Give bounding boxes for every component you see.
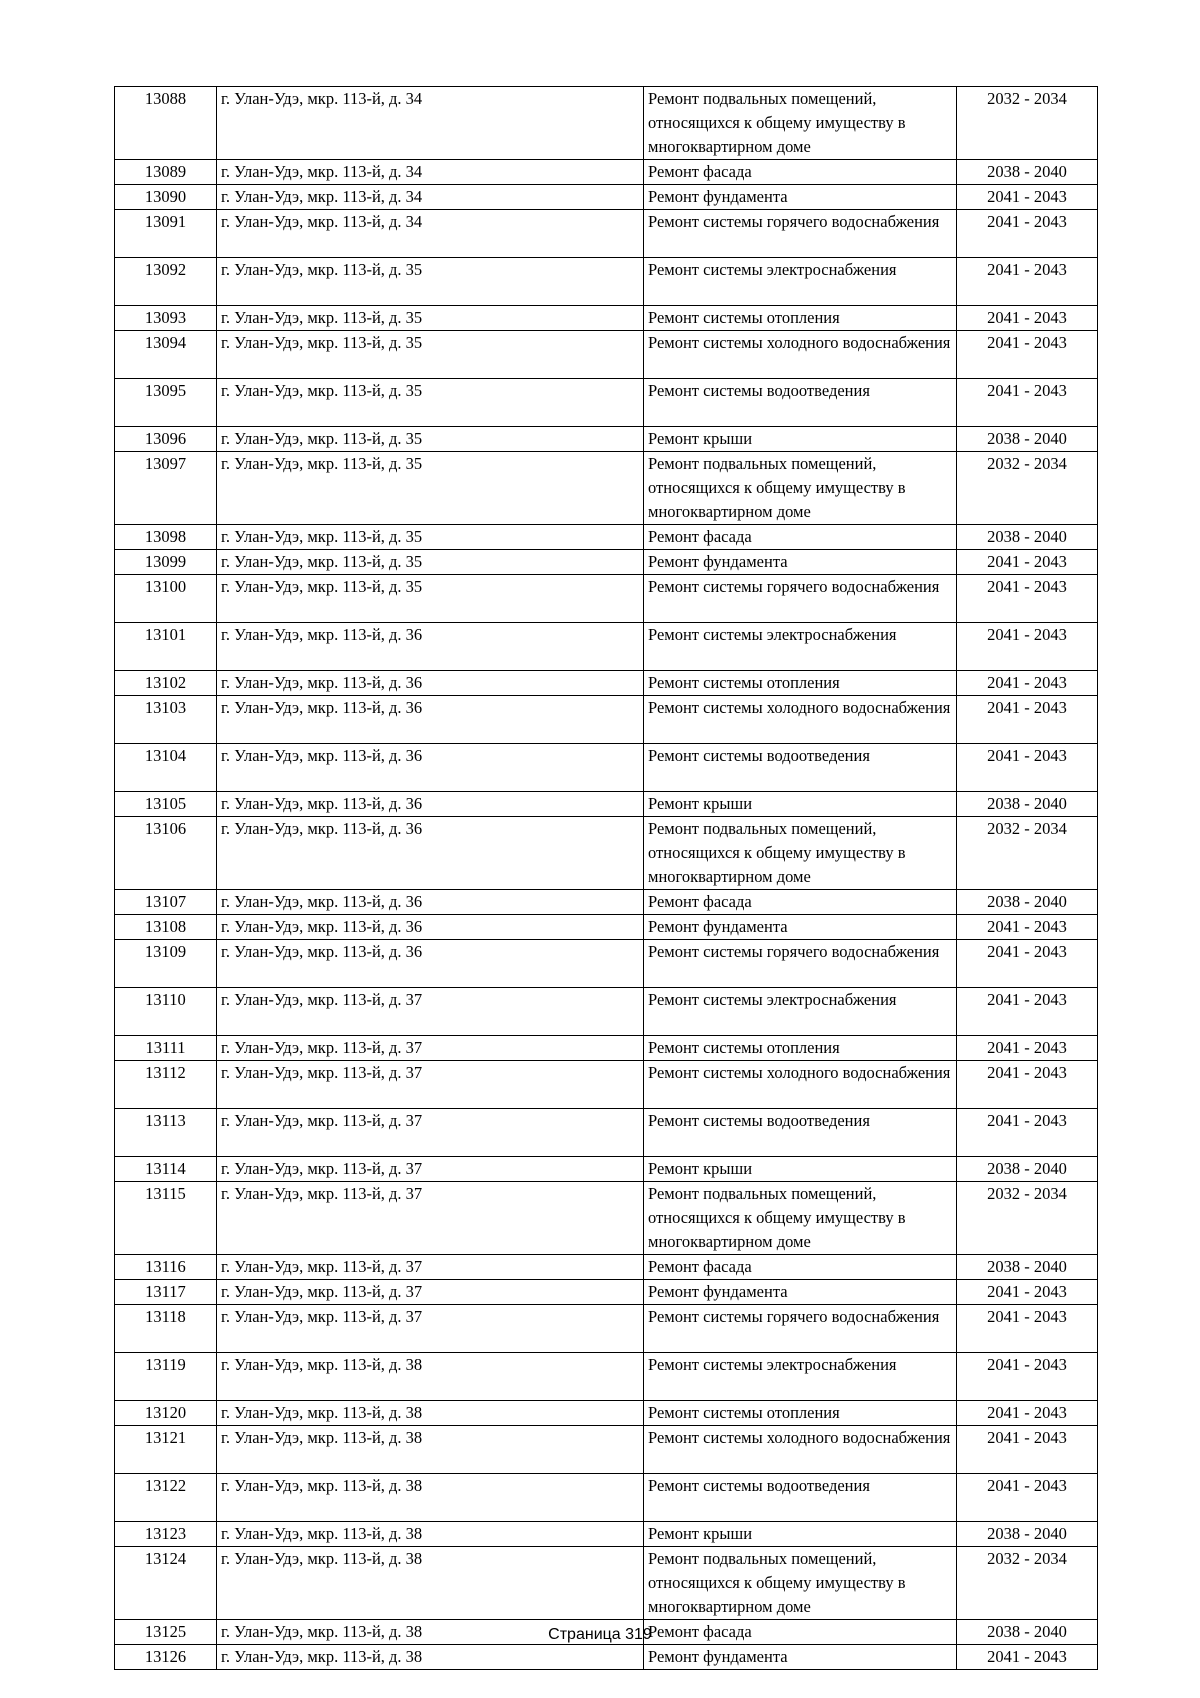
period-cell: 2041 - 2043 bbox=[957, 696, 1098, 744]
address-cell: г. Улан-Удэ, мкр. 113-й, д. 37 bbox=[217, 1036, 644, 1061]
period-cell: 2038 - 2040 bbox=[957, 1620, 1098, 1645]
work-type-cell: Ремонт системы горячего водоснабжения bbox=[644, 940, 957, 988]
table-row bbox=[115, 185, 1098, 210]
address-cell: г. Улан-Удэ, мкр. 113-й, д. 38 bbox=[217, 1401, 644, 1426]
work-type-cell: Ремонт крыши bbox=[644, 1522, 957, 1547]
table-row bbox=[115, 915, 1098, 940]
table-row bbox=[115, 1061, 1098, 1109]
period-cell: 2041 - 2043 bbox=[957, 331, 1098, 379]
address-cell: г. Улан-Удэ, мкр. 113-й, д. 34 bbox=[217, 160, 644, 185]
work-type-cell: Ремонт системы водоотведения bbox=[644, 379, 957, 427]
table-row bbox=[115, 1353, 1098, 1401]
row-number-cell: 13093 bbox=[115, 306, 217, 331]
table-row bbox=[115, 160, 1098, 185]
row-number-cell: 13110 bbox=[115, 988, 217, 1036]
work-type-cell: Ремонт системы горячего водоснабжения bbox=[644, 575, 957, 623]
row-number-cell: 13103 bbox=[115, 696, 217, 744]
period-cell: 2032 - 2034 bbox=[957, 1182, 1098, 1255]
period-cell: 2041 - 2043 bbox=[957, 1426, 1098, 1474]
work-type-cell: Ремонт системы холодного водоснабжения bbox=[644, 331, 957, 379]
period-cell: 2038 - 2040 bbox=[957, 525, 1098, 550]
period-cell: 2041 - 2043 bbox=[957, 306, 1098, 331]
table-row bbox=[115, 744, 1098, 792]
address-cell: г. Улан-Удэ, мкр. 113-й, д. 36 bbox=[217, 792, 644, 817]
period-cell: 2038 - 2040 bbox=[957, 890, 1098, 915]
row-number-cell: 13117 bbox=[115, 1280, 217, 1305]
period-cell: 2038 - 2040 bbox=[957, 160, 1098, 185]
period-cell: 2041 - 2043 bbox=[957, 671, 1098, 696]
row-number-cell: 13101 bbox=[115, 623, 217, 671]
address-cell: г. Улан-Удэ, мкр. 113-й, д. 38 bbox=[217, 1620, 644, 1645]
table-row bbox=[115, 452, 1098, 525]
period-cell: 2038 - 2040 bbox=[957, 792, 1098, 817]
address-cell: г. Улан-Удэ, мкр. 113-й, д. 38 bbox=[217, 1522, 644, 1547]
row-number-cell: 13123 bbox=[115, 1522, 217, 1547]
address-cell: г. Улан-Удэ, мкр. 113-й, д. 36 bbox=[217, 623, 644, 671]
address-cell: г. Улан-Удэ, мкр. 113-й, д. 35 bbox=[217, 452, 644, 525]
work-type-cell: Ремонт системы горячего водоснабжения bbox=[644, 1305, 957, 1353]
table-row bbox=[115, 890, 1098, 915]
period-cell: 2041 - 2043 bbox=[957, 1645, 1098, 1670]
work-type-cell: Ремонт системы отопления bbox=[644, 1401, 957, 1426]
row-number-cell: 13099 bbox=[115, 550, 217, 575]
row-number-cell: 13111 bbox=[115, 1036, 217, 1061]
address-cell: г. Улан-Удэ, мкр. 113-й, д. 37 bbox=[217, 1109, 644, 1157]
table-row bbox=[115, 1645, 1098, 1670]
table-row bbox=[115, 1157, 1098, 1182]
row-number-cell: 13114 bbox=[115, 1157, 217, 1182]
period-cell: 2041 - 2043 bbox=[957, 744, 1098, 792]
table-row bbox=[115, 525, 1098, 550]
table-row bbox=[115, 427, 1098, 452]
table-row bbox=[115, 258, 1098, 306]
address-cell: г. Улан-Удэ, мкр. 113-й, д. 35 bbox=[217, 306, 644, 331]
period-cell: 2041 - 2043 bbox=[957, 379, 1098, 427]
work-type-cell: Ремонт системы водоотведения bbox=[644, 1109, 957, 1157]
address-cell: г. Улан-Удэ, мкр. 113-й, д. 36 bbox=[217, 696, 644, 744]
period-cell: 2041 - 2043 bbox=[957, 915, 1098, 940]
work-type-cell: Ремонт системы электроснабжения bbox=[644, 258, 957, 306]
period-cell: 2041 - 2043 bbox=[957, 210, 1098, 258]
work-type-cell: Ремонт фасада bbox=[644, 890, 957, 915]
row-number-cell: 13094 bbox=[115, 331, 217, 379]
period-cell: 2038 - 2040 bbox=[957, 427, 1098, 452]
row-number-cell: 13089 bbox=[115, 160, 217, 185]
address-cell: г. Улан-Удэ, мкр. 113-й, д. 34 bbox=[217, 87, 644, 160]
address-cell: г. Улан-Удэ, мкр. 113-й, д. 38 bbox=[217, 1353, 644, 1401]
row-number-cell: 13121 bbox=[115, 1426, 217, 1474]
period-cell: 2038 - 2040 bbox=[957, 1255, 1098, 1280]
page-number: Страница 319 bbox=[548, 1626, 652, 1643]
row-number-cell: 13096 bbox=[115, 427, 217, 452]
work-type-cell: Ремонт системы электроснабжения bbox=[644, 988, 957, 1036]
table-row bbox=[115, 623, 1098, 671]
row-number-cell: 13122 bbox=[115, 1474, 217, 1522]
address-cell: г. Улан-Удэ, мкр. 113-й, д. 37 bbox=[217, 1280, 644, 1305]
row-number-cell: 13120 bbox=[115, 1401, 217, 1426]
address-cell: г. Улан-Удэ, мкр. 113-й, д. 37 bbox=[217, 1305, 644, 1353]
address-cell: г. Улан-Удэ, мкр. 113-й, д. 36 bbox=[217, 744, 644, 792]
row-number-cell: 13108 bbox=[115, 915, 217, 940]
period-cell: 2041 - 2043 bbox=[957, 1036, 1098, 1061]
address-cell: г. Улан-Удэ, мкр. 113-й, д. 38 bbox=[217, 1474, 644, 1522]
work-type-cell: Ремонт системы отопления bbox=[644, 306, 957, 331]
table-row bbox=[115, 792, 1098, 817]
address-cell: г. Улан-Удэ, мкр. 113-й, д. 37 bbox=[217, 1061, 644, 1109]
address-cell: г. Улан-Удэ, мкр. 113-й, д. 35 bbox=[217, 427, 644, 452]
period-cell: 2041 - 2043 bbox=[957, 1474, 1098, 1522]
address-cell: г. Улан-Удэ, мкр. 113-й, д. 37 bbox=[217, 1157, 644, 1182]
address-cell: г. Улан-Удэ, мкр. 113-й, д. 34 bbox=[217, 185, 644, 210]
row-number-cell: 13126 bbox=[115, 1645, 217, 1670]
address-cell: г. Улан-Удэ, мкр. 113-й, д. 36 bbox=[217, 817, 644, 890]
table-row bbox=[115, 817, 1098, 890]
row-number-cell: 13106 bbox=[115, 817, 217, 890]
table-row bbox=[115, 575, 1098, 623]
table-row bbox=[115, 1109, 1098, 1157]
table-row bbox=[115, 87, 1098, 160]
period-cell: 2041 - 2043 bbox=[957, 550, 1098, 575]
period-cell: 2041 - 2043 bbox=[957, 575, 1098, 623]
address-cell: г. Улан-Удэ, мкр. 113-й, д. 35 bbox=[217, 379, 644, 427]
address-cell: г. Улан-Удэ, мкр. 113-й, д. 35 bbox=[217, 550, 644, 575]
table-row bbox=[115, 1474, 1098, 1522]
row-number-cell: 13098 bbox=[115, 525, 217, 550]
row-number-cell: 13124 bbox=[115, 1547, 217, 1620]
period-cell: 2041 - 2043 bbox=[957, 258, 1098, 306]
work-type-cell: Ремонт фундамента bbox=[644, 1280, 957, 1305]
row-number-cell: 13116 bbox=[115, 1255, 217, 1280]
period-cell: 2041 - 2043 bbox=[957, 1061, 1098, 1109]
row-number-cell: 13109 bbox=[115, 940, 217, 988]
period-cell: 2041 - 2043 bbox=[957, 1353, 1098, 1401]
row-number-cell: 13115 bbox=[115, 1182, 217, 1255]
table-row bbox=[115, 1401, 1098, 1426]
address-cell: г. Улан-Удэ, мкр. 113-й, д. 35 bbox=[217, 258, 644, 306]
table-row bbox=[115, 1036, 1098, 1061]
period-cell: 2041 - 2043 bbox=[957, 1401, 1098, 1426]
work-type-cell: Ремонт фундамента bbox=[644, 185, 957, 210]
address-cell: г. Улан-Удэ, мкр. 113-й, д. 36 bbox=[217, 671, 644, 696]
address-cell: г. Улан-Удэ, мкр. 113-й, д. 36 bbox=[217, 915, 644, 940]
work-type-cell: Ремонт системы отопления bbox=[644, 671, 957, 696]
work-type-cell: Ремонт системы холодного водоснабжения bbox=[644, 1061, 957, 1109]
row-number-cell: 13125 bbox=[115, 1620, 217, 1645]
work-type-cell: Ремонт крыши bbox=[644, 427, 957, 452]
period-cell: 2032 - 2034 bbox=[957, 817, 1098, 890]
address-cell: г. Улан-Удэ, мкр. 113-й, д. 34 bbox=[217, 210, 644, 258]
table-row bbox=[115, 1280, 1098, 1305]
address-cell: г. Улан-Удэ, мкр. 113-й, д. 38 bbox=[217, 1547, 644, 1620]
table-body bbox=[115, 87, 1098, 1670]
table-row bbox=[115, 696, 1098, 744]
work-type-cell: Ремонт системы водоотведения bbox=[644, 744, 957, 792]
work-type-cell: Ремонт системы холодного водоснабжения bbox=[644, 696, 957, 744]
table-row bbox=[115, 379, 1098, 427]
table-row bbox=[115, 331, 1098, 379]
address-cell: г. Улан-Удэ, мкр. 113-й, д. 35 bbox=[217, 331, 644, 379]
row-number-cell: 13100 bbox=[115, 575, 217, 623]
work-type-cell: Ремонт фасада bbox=[644, 1620, 957, 1645]
work-type-cell: Ремонт фундамента bbox=[644, 550, 957, 575]
row-number-cell: 13092 bbox=[115, 258, 217, 306]
row-number-cell: 13104 bbox=[115, 744, 217, 792]
address-cell: г. Улан-Удэ, мкр. 113-й, д. 37 bbox=[217, 988, 644, 1036]
work-type-cell: Ремонт системы электроснабжения bbox=[644, 1353, 957, 1401]
work-type-cell: Ремонт системы водоотведения bbox=[644, 1474, 957, 1522]
address-cell: г. Улан-Удэ, мкр. 113-й, д. 35 bbox=[217, 575, 644, 623]
row-number-cell: 13105 bbox=[115, 792, 217, 817]
table-row bbox=[115, 671, 1098, 696]
table-row bbox=[115, 210, 1098, 258]
table-row bbox=[115, 1547, 1098, 1620]
row-number-cell: 13112 bbox=[115, 1061, 217, 1109]
row-number-cell: 13097 bbox=[115, 452, 217, 525]
table-row bbox=[115, 988, 1098, 1036]
row-number-cell: 13102 bbox=[115, 671, 217, 696]
table-row bbox=[115, 550, 1098, 575]
row-number-cell: 13113 bbox=[115, 1109, 217, 1157]
address-cell: г. Улан-Удэ, мкр. 113-й, д. 37 bbox=[217, 1255, 644, 1280]
address-cell: г. Улан-Удэ, мкр. 113-й, д. 38 bbox=[217, 1426, 644, 1474]
period-cell: 2032 - 2034 bbox=[957, 1547, 1098, 1620]
row-number-cell: 13119 bbox=[115, 1353, 217, 1401]
work-type-cell: Ремонт подвальных помещений, относящихся к общему имуществу в многоквартирном доме bbox=[644, 817, 957, 890]
address-cell: г. Улан-Удэ, мкр. 113-й, д. 36 bbox=[217, 940, 644, 988]
table-row bbox=[115, 1255, 1098, 1280]
table-row bbox=[115, 1426, 1098, 1474]
work-type-cell: Ремонт фасада bbox=[644, 525, 957, 550]
work-type-cell: Ремонт системы отопления bbox=[644, 1036, 957, 1061]
period-cell: 2041 - 2043 bbox=[957, 988, 1098, 1036]
row-number-cell: 13088 bbox=[115, 87, 217, 160]
work-type-cell: Ремонт фасада bbox=[644, 1255, 957, 1280]
period-cell: 2032 - 2034 bbox=[957, 452, 1098, 525]
row-number-cell: 13091 bbox=[115, 210, 217, 258]
table-row bbox=[115, 306, 1098, 331]
row-number-cell: 13118 bbox=[115, 1305, 217, 1353]
period-cell: 2038 - 2040 bbox=[957, 1157, 1098, 1182]
row-number-cell: 13107 bbox=[115, 890, 217, 915]
table-row bbox=[115, 1182, 1098, 1255]
row-number-cell: 13095 bbox=[115, 379, 217, 427]
work-type-cell: Ремонт подвальных помещений, относящихся к общему имуществу в многоквартирном доме bbox=[644, 87, 957, 160]
address-cell: г. Улан-Удэ, мкр. 113-й, д. 36 bbox=[217, 890, 644, 915]
work-type-cell: Ремонт фундамента bbox=[644, 1645, 957, 1670]
address-cell: г. Улан-Удэ, мкр. 113-й, д. 37 bbox=[217, 1182, 644, 1255]
table-row bbox=[115, 1522, 1098, 1547]
period-cell: 2041 - 2043 bbox=[957, 940, 1098, 988]
table-row bbox=[115, 940, 1098, 988]
period-cell: 2041 - 2043 bbox=[957, 623, 1098, 671]
work-type-cell: Ремонт системы горячего водоснабжения bbox=[644, 210, 957, 258]
work-type-cell: Ремонт крыши bbox=[644, 792, 957, 817]
period-cell: 2041 - 2043 bbox=[957, 185, 1098, 210]
period-cell: 2038 - 2040 bbox=[957, 1522, 1098, 1547]
work-type-cell: Ремонт системы электроснабжения bbox=[644, 623, 957, 671]
work-type-cell: Ремонт фасада bbox=[644, 160, 957, 185]
period-cell: 2041 - 2043 bbox=[957, 1109, 1098, 1157]
address-cell: г. Улан-Удэ, мкр. 113-й, д. 38 bbox=[217, 1645, 644, 1670]
work-type-cell: Ремонт системы холодного водоснабжения bbox=[644, 1426, 957, 1474]
address-cell: г. Улан-Удэ, мкр. 113-й, д. 35 bbox=[217, 525, 644, 550]
work-type-cell: Ремонт крыши bbox=[644, 1157, 957, 1182]
period-cell: 2032 - 2034 bbox=[957, 87, 1098, 160]
repair-schedule-table bbox=[114, 86, 1098, 1670]
period-cell: 2041 - 2043 bbox=[957, 1305, 1098, 1353]
table-row bbox=[115, 1305, 1098, 1353]
work-type-cell: Ремонт подвальных помещений, относящихся к общему имуществу в многоквартирном доме bbox=[644, 452, 957, 525]
work-type-cell: Ремонт фундамента bbox=[644, 915, 957, 940]
work-type-cell: Ремонт подвальных помещений, относящихся к общему имуществу в многоквартирном доме bbox=[644, 1182, 957, 1255]
work-type-cell: Ремонт подвальных помещений, относящихся к общему имуществу в многоквартирном доме bbox=[644, 1547, 957, 1620]
period-cell: 2041 - 2043 bbox=[957, 1280, 1098, 1305]
row-number-cell: 13090 bbox=[115, 185, 217, 210]
